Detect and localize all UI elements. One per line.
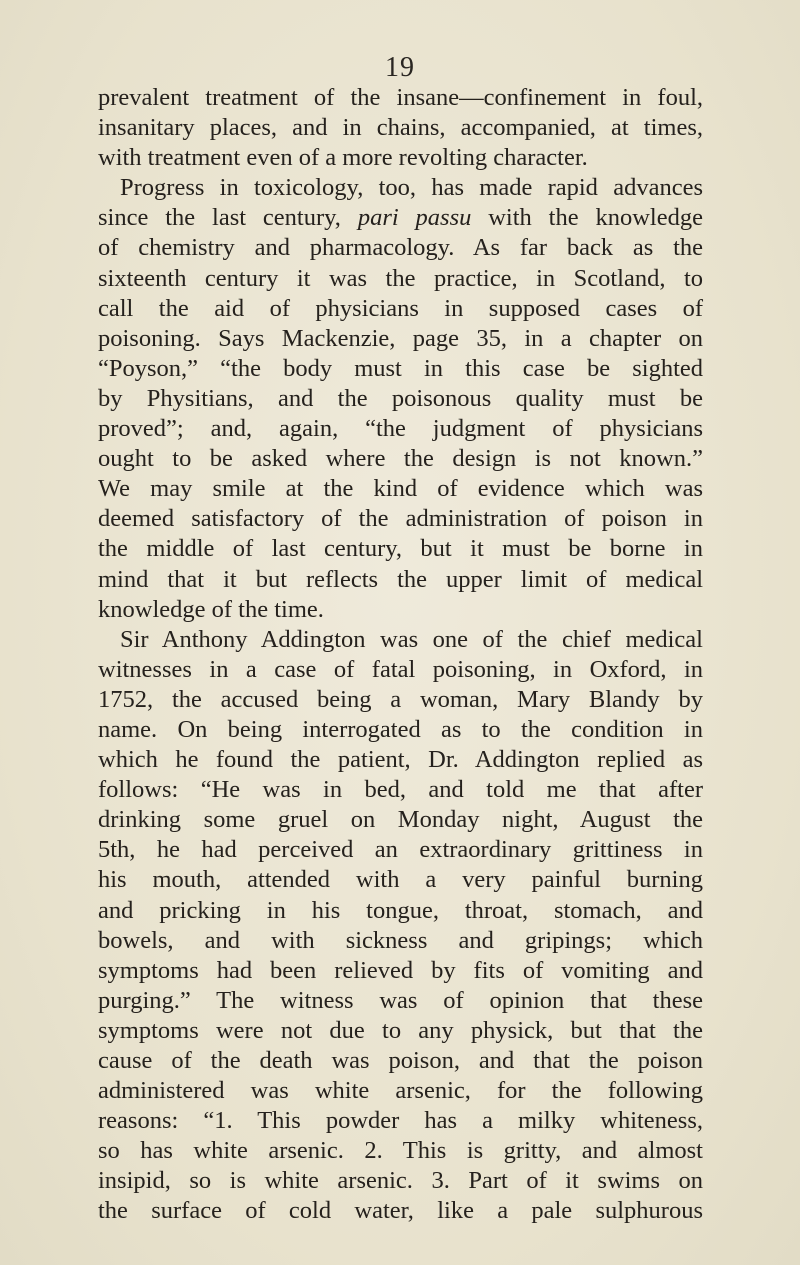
text-line: insanitary places, and in chains, accompanied, at times,	[98, 114, 703, 142]
text-line: deemed satisfactory of the administration of poison in	[98, 505, 703, 533]
text-line: by Physitians, and the poisonous quality must be	[98, 384, 703, 412]
text-line: “Poyson,” “the body must in this case be sighted	[98, 354, 703, 382]
text-segment: with the knowledge	[471, 204, 703, 232]
text-line: bowels, and with sickness and gripings; which	[98, 926, 703, 954]
text-line	[98, 203, 703, 233]
text-line: of chemistry and pharmacology. As far back as the	[98, 234, 703, 262]
italic-phrase: pari passu	[357, 204, 472, 232]
text-line: the surface of cold water, like a pale sulphurous	[98, 1197, 703, 1225]
text-line: so has white arsenic. 2. This is gritty, and almost	[98, 1137, 703, 1165]
text-line: purging.” The witness was of opinion that these	[98, 986, 703, 1014]
text-line: mind that it but reflects the upper limit of medical	[98, 565, 703, 593]
text-line: 1752, the accused being a woman, Mary Blandy by	[98, 685, 703, 713]
text-line: name. On being interrogated as to the condition in	[98, 715, 703, 743]
text-line: Sir Anthony Addington was one of the chief medical	[120, 625, 703, 653]
text-line: prevalent treatment of the insane—confinement in foul,	[98, 84, 703, 111]
text-line: follows: “He was in bed, and told me that after	[98, 776, 703, 804]
text-line: reasons: “1. This powder has a milky whiteness,	[98, 1107, 703, 1135]
text-line: Progress in toxicology, too, has made rapid advances	[120, 174, 703, 202]
text-line: and pricking in his tongue, throat, stomach, and	[98, 896, 703, 924]
text-line: his mouth, attended with a very painful burning	[98, 866, 703, 894]
text-line: witnesses in a case of fatal poisoning, in Oxford, in	[98, 655, 703, 683]
text-line: with treatment even of a more revolting character.	[98, 144, 588, 172]
body-text	[98, 83, 703, 1227]
text-line: symptoms had been relieved by fits of vomiting and	[98, 956, 703, 984]
text-line: poisoning. Says Mackenzie, page 35, in a chapter on	[98, 324, 703, 352]
text-line: administered was white arsenic, for the following	[98, 1077, 703, 1105]
text-line: which he found the patient, Dr. Addington replied as	[98, 746, 703, 774]
text-line: We may smile at the kind of evidence which was	[98, 475, 703, 503]
text-line: knowledge of the time.	[98, 595, 324, 623]
text-line: symptoms were not due to any physick, but that the	[98, 1016, 703, 1044]
text-line: 5th, he had perceived an extraordinary grittiness in	[98, 836, 703, 864]
page-number: 19	[385, 52, 415, 83]
text-line: insipid, so is white arsenic. 3. Part of it swims on	[98, 1167, 703, 1195]
text-line: ought to be asked where the design is not known.”	[98, 445, 703, 473]
text-line: proved”; and, again, “the judgment of physicians	[98, 415, 703, 443]
text-segment: since the last century,	[98, 204, 358, 232]
text-line: the middle of last century, but it must be borne in	[98, 535, 703, 563]
text-line: drinking some gruel on Monday night, August the	[98, 806, 703, 834]
text-line: call the aid of physicians in supposed cases of	[98, 294, 703, 322]
text-line: cause of the death was poison, and that the poison	[98, 1047, 703, 1074]
text-line: sixteenth century it was the practice, in Scotland, to	[98, 264, 703, 292]
